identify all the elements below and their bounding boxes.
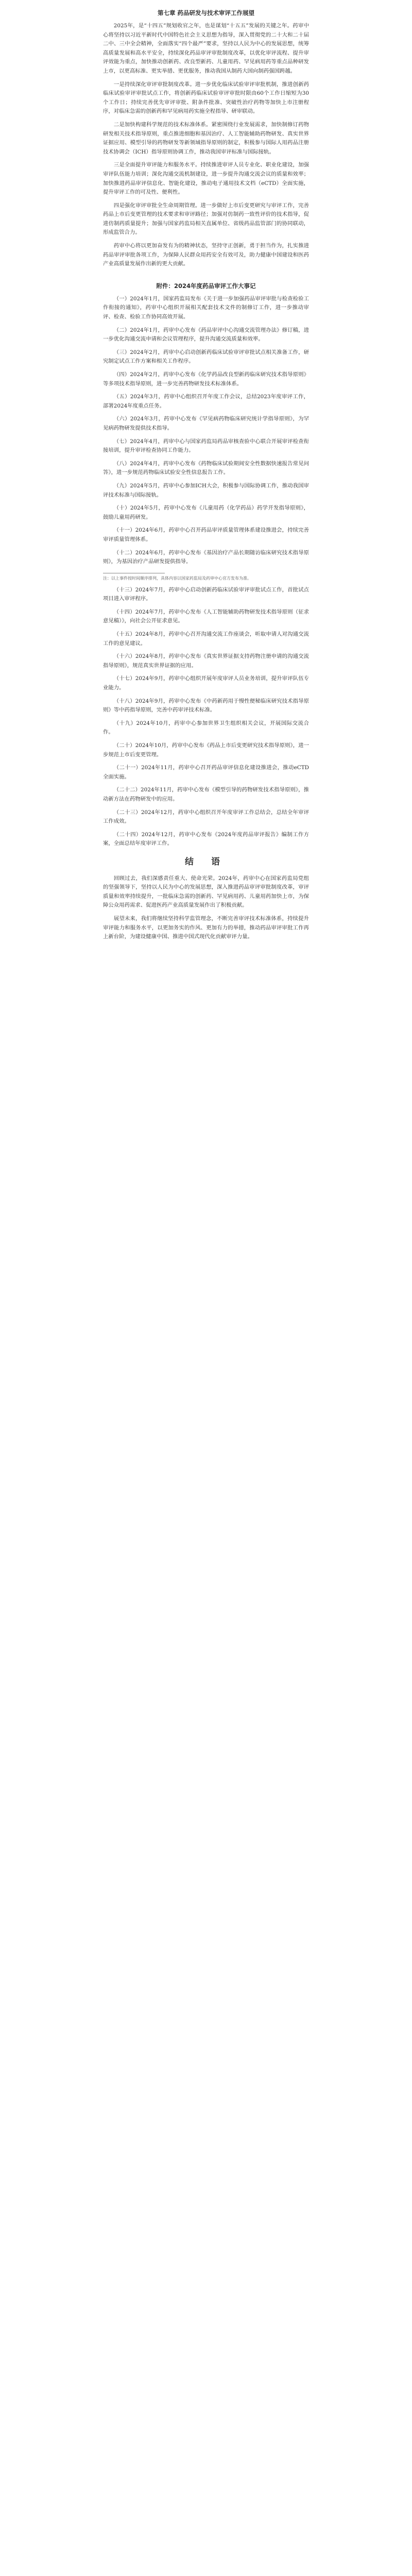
events-list: [103, 295, 309, 849]
event-item: （六）2024年3月，药审中心发布《罕见病药物临床研究统计学指导原则》，为罕见病药物研发提供技术指导。: [103, 416, 309, 431]
chapter-7-paragraph: 二是加快构建科学规范的技术标准体系。紧密围绕行业发展需求，加快制修订药物研发相关技术指导原则，重点推进细胞和基因治疗、人工智能辅助药物研发、真实世界证据应用、模型引导的药物研发等新领域指导原则的制定，积极参与国际人用药品注册技术协调会（ICH）指导原则协调工作，推动我国审评标准与国际接轨。: [103, 121, 309, 155]
chapter-7-body: [103, 22, 309, 269]
event-item: （四）2024年2月，药审中心发布《化学药品改良型新药临床研究技术指导原则》等多项技术指导原则，进一步完善药物研发技术标准体系。: [103, 371, 309, 387]
event-item: （二十一）2024年11月，药审中心召开药品审评信息化建设推进会，推动eCTD全面实施。: [103, 765, 309, 780]
chapter-7-title: 第七章 药品研发与技术审评工作展望: [157, 9, 254, 16]
event-item: （二十四）2024年12月，药审中心发布《2024年度药品审评报告》编制工作方案，全面总结年度审评工作。: [103, 831, 309, 847]
event-item: （十二）2024年6月，药审中心发布《基因治疗产品长期随访临床研究技术指导原则》，为基因治疗产品研发提供指导。: [103, 549, 309, 565]
chapter-8-title: 附件：2024年度药品审评工作大事记: [156, 282, 256, 290]
epilogue-body: [103, 874, 309, 942]
event-item: （二十二）2024年11月，药审中心发布《模型引导的药物研发技术指导原则》，推动新方法在药物研发中的应用。: [103, 787, 309, 802]
event-item: （七）2024年4月，药审中心与国家药监局药品审核查验中心联合开展审评检查衔接培训，提升审评检查协同工作能力。: [103, 438, 309, 454]
chapter-7-paragraph: 四是强化审评审批全生命周期管理。进一步做好上市后变更研究与审评工作，完善药品上市后变更管理的技术要求和审评路径；加强对仿制药一致性评价的技术指导，促进仿制药质量提升；加强与国家药监局相关直属单位、省级药品监管部门的协同联动，形成监管合力。: [103, 202, 309, 236]
chapter-7-paragraph: 2025年，是“十四五”规划收官之年，也是谋划“十五五”发展的关键之年。药审中心将坚持以习近平新时代中国特色社会主义思想为指导，深入贯彻党的二十大和二十届二中、三中全会精神，全面落实“四个最严”要求，坚持以人民为中心的发展思想，统筹高质量发展和高水平安全，持续深化药品审评审批制度改革，以优化审评流程、提升审评效能为重点，加快推动创新药、改良型新药、儿童用药、罕见病用药等重点品种研发上市，以更高标准、更实举措、更优服务，推动我国从制药大国向制药强国跨越。: [103, 23, 309, 74]
event-item: （九）2024年5月，药审中心参加ICH大会，积极参与国际协调工作，推动我国审评技术标准与国际接轨。: [103, 482, 309, 498]
chapter-7-paragraph: 三是全面提升审评能力和服务水平。持续推进审评人员专业化、职业化建设，加强审评队伍能力培训；深化沟通交流机制建设，进一步提升沟通交流会议的质量和效率；加快推进药品审评信息化、智能化建设，推动电子通用技术文档（eCTD）全面实施，提升审评工作的可及性、便利性。: [103, 162, 309, 196]
event-item: （十九）2024年10月，药审中心参加世界卫生组织相关会议，开展国际交流合作。: [103, 720, 309, 736]
event-item: （十五）2024年8月，药审中心召开沟通交流工作座谈会，听取申请人对沟通交流工作的意见建议。: [103, 631, 309, 647]
epilogue-paragraph: 回顾过去，我们深感责任重大、使命光荣。2024年，药审中心在国家药监局党组的坚强领导下，坚持以人民为中心的发展思想，深入推进药品审评审批制度改革，审评质量和效率持续提升，一批临床急需的创新药、罕见病用药、儿童用药加快上市，为保障公众用药需求、促进医药产业高质量发展作出了积极贡献。: [103, 875, 309, 909]
event-item: （一）2024年1月，国家药监局发布《关于进一步加强药品审评审批与检查检验工作衔接的通知》，药审中心组织开展相关配套技术文件的制修订工作，进一步推动审评、检查、检验工作协同高效开展。: [103, 295, 309, 320]
chapter-7-paragraph: 一是持续深化审评审批制度改革。进一步优化临床试验审评审批机制，推进创新药临床试验审评审批试点工作，将创新药临床试验审评审批时限由60个工作日缩短为30个工作日；持续完善优先审评审批、附条件批准、突破性治疗药物等加快上市注册程序，对临床急需的创新药和罕见病用药实施全程指导、研审联动。: [103, 81, 309, 115]
event-item: （十三）2024年7月，药审中心启动创新药临床试验审评审批试点工作，首批试点项目进入审评程序。: [103, 586, 309, 602]
epilogue-title: 结 语: [185, 856, 227, 867]
event-item: （三）2024年2月，药审中心启动创新药临床试验审评审批试点相关准备工作，研究制定试点工作方案和相关工作程序。: [103, 349, 309, 365]
epilogue-paragraph: 展望未来，我们将继续坚持科学监管理念，不断完善审评技术标准体系，持续提升审评能力和服务水平，以更加务实的作风、更加有力的举措，推动药品审评审批工作再上新台阶，为建设健康中国、推进中国式现代化贡献审评力量。: [103, 915, 309, 940]
event-item: （五）2024年3月，药审中心组织召开年度工作会议，总结2023年度审评工作，部署2024年度重点任务。: [103, 394, 309, 409]
event-item: （二十三）2024年12月，药审中心组织召开年度审评工作总结会，总结全年审评工作成效。: [103, 809, 309, 825]
footnote: 注：以上事件按时间顺序排列，具体内容以国家药监局及药审中心官方发布为准。: [103, 575, 251, 581]
event-item: （二十）2024年10月，药审中心发布《药品上市后变更研究技术指导原则》，进一步规范上市后变更管理。: [103, 742, 309, 758]
chapter-7-paragraph: 药审中心将以更加奋发有为的精神状态，坚持守正创新，勇于担当作为，扎实推进药品审评审批各项工作，为保障人民群众用药安全有效可及，助力健康中国建设和医药产业高质量发展作出新的更大贡献。: [103, 243, 309, 267]
event-item: （十）2024年5月，药审中心发布《儿童用药（化学药品）药学开发指导原则》，鼓励儿童用药研发。: [103, 505, 309, 520]
event-item: （十四）2024年7月，药审中心发布《人工智能辅助药物研发技术指导原则（征求意见稿）》，向社会公开征求意见。: [103, 608, 309, 624]
event-item: （八）2024年4月，药审中心发布《药物临床试验期间安全性数据快速报告常见问答》，进一步规范药物临床试验安全性信息报告工作。: [103, 460, 309, 476]
event-item: （十八）2024年9月，药审中心发布《中药新药用于慢性便秘临床研究技术指导原则》等中药指导原则，完善中药审评技术标准。: [103, 698, 309, 714]
event-item: （十一）2024年6月，药审中心召开药品审评质量管理体系建设推进会，持续完善审评质量管理体系。: [103, 527, 309, 543]
event-item: （十七）2024年9月，药审中心组织开展年度审评人员业务培训，提升审评队伍专业能力。: [103, 675, 309, 691]
event-item: （二）2024年1月，药审中心发布《药品审评中心沟通交流管理办法》修订稿，进一步优化沟通交流申请和会议管理程序，提升沟通交流质量和效率。: [103, 327, 309, 343]
event-item: （十六）2024年8月，药审中心发布《真实世界证据支持药物注册申请的沟通交流指导原则》，规范真实世界证据的应用。: [103, 653, 309, 669]
